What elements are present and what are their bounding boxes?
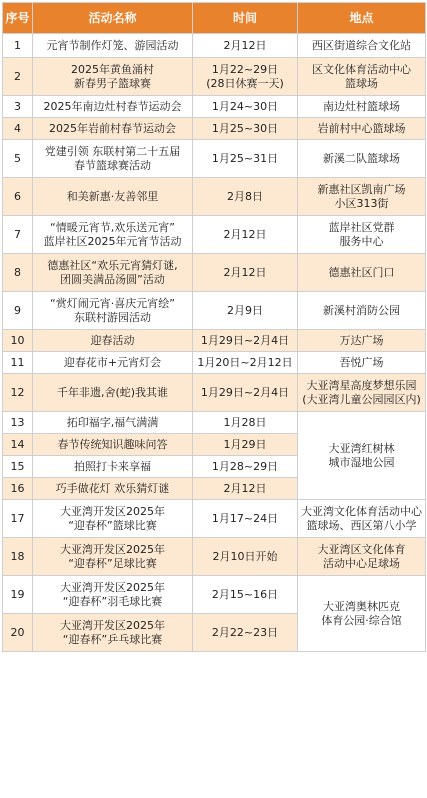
header-venue: 地点 (298, 3, 426, 34)
row-number: 17 (3, 500, 33, 538)
row-number: 9 (3, 292, 33, 330)
event-venue-merged: 大亚湾奥林匹克 体育公园·综合馆 (298, 576, 426, 652)
event-time: 1月28日 (193, 412, 298, 434)
event-venue: 蓝岸社区党群 服务中心 (298, 216, 426, 254)
row-number: 14 (3, 434, 33, 456)
row-number: 10 (3, 330, 33, 352)
row-number: 1 (3, 34, 33, 58)
event-name: 迎春花市+元宵灯会 (33, 352, 193, 374)
row-number: 8 (3, 254, 33, 292)
event-time: 2月12日 (193, 216, 298, 254)
event-venue: 南边灶村篮球场 (298, 96, 426, 118)
event-name: 千年非遗,舍(蛇)我其谁 (33, 374, 193, 412)
event-venue: 大亚湾文化体育活动中心 篮球场、西区第八小学 (298, 500, 426, 538)
header-no: 序号 (3, 3, 33, 34)
event-time: 2月12日 (193, 34, 298, 58)
table-row (3, 412, 426, 434)
event-time: 2月22~23日 (193, 614, 298, 652)
event-venue: 大亚湾星高度梦想乐园 (大亚湾儿童公园园区内) (298, 374, 426, 412)
table-row (3, 118, 426, 140)
event-time: 1月20日~2月12日 (193, 352, 298, 374)
events-table (2, 2, 426, 652)
event-time: 2月15~16日 (193, 576, 298, 614)
event-name: 大亚湾开发区2025年 “迎春杯”羽毛球比赛 (33, 576, 193, 614)
event-time: 2月8日 (193, 178, 298, 216)
row-number: 19 (3, 576, 33, 614)
table-row (3, 140, 426, 178)
event-time: 1月17~24日 (193, 500, 298, 538)
table-row (3, 178, 426, 216)
event-time: 1月29日 (193, 434, 298, 456)
table-row (3, 538, 426, 576)
table-row (3, 216, 426, 254)
row-number: 4 (3, 118, 33, 140)
event-time: 1月25~31日 (193, 140, 298, 178)
event-name: 元宵节制作灯笼、游园活动 (33, 34, 193, 58)
event-time: 1月28~29日 (193, 456, 298, 478)
row-number: 12 (3, 374, 33, 412)
event-name: 巧手做花灯 欢乐猜灯谜 (33, 478, 193, 500)
event-time: 1月29日~2月4日 (193, 374, 298, 412)
table-row (3, 34, 426, 58)
row-number: 3 (3, 96, 33, 118)
header-name: 活动名称 (33, 3, 193, 34)
row-number: 16 (3, 478, 33, 500)
event-name: 德惠社区“欢乐元宵猜灯谜, 团圆美满品汤圆”活动 (33, 254, 193, 292)
table-row (3, 374, 426, 412)
row-number: 2 (3, 58, 33, 96)
row-number: 20 (3, 614, 33, 652)
event-name: “情暖元宵节,欢乐送元宵” 蓝岸社区2025年元宵节活动 (33, 216, 193, 254)
event-venue: 德惠社区门口 (298, 254, 426, 292)
event-venue: 新惠社区凯南广场 小区313街 (298, 178, 426, 216)
event-venue-merged: 大亚湾红树林 城市湿地公园 (298, 412, 426, 500)
event-time: 2月12日 (193, 254, 298, 292)
event-venue: 大亚湾区文化体育 活动中心足球场 (298, 538, 426, 576)
table-row (3, 254, 426, 292)
event-name: 大亚湾开发区2025年 “迎春杯”乒乓球比赛 (33, 614, 193, 652)
event-name: 拓印福字,福气满满 (33, 412, 193, 434)
table-row (3, 292, 426, 330)
event-name: 拍照打卡来享福 (33, 456, 193, 478)
table-header-row (3, 3, 426, 34)
table-row (3, 96, 426, 118)
event-venue: 吾悦广场 (298, 352, 426, 374)
event-name: 大亚湾开发区2025年 “迎春杯”足球比赛 (33, 538, 193, 576)
event-venue: 区文化体育活动中心 篮球场 (298, 58, 426, 96)
row-number: 7 (3, 216, 33, 254)
event-time: 2月9日 (193, 292, 298, 330)
table-row (3, 330, 426, 352)
table-row (3, 500, 426, 538)
event-time: 2月12日 (193, 478, 298, 500)
event-venue: 新溪村消防公园 (298, 292, 426, 330)
row-number: 11 (3, 352, 33, 374)
event-venue: 新溪二队篮球场 (298, 140, 426, 178)
event-name: 迎春活动 (33, 330, 193, 352)
table-row (3, 352, 426, 374)
row-number: 6 (3, 178, 33, 216)
event-name: “赏灯闹元宵·喜庆元宵绘” 东联村游园活动 (33, 292, 193, 330)
event-time: 1月25~30日 (193, 118, 298, 140)
table-row (3, 58, 426, 96)
event-time: 1月22~29日 (28日休赛一天) (193, 58, 298, 96)
event-name: 2025年黄鱼涌村 新春男子篮球赛 (33, 58, 193, 96)
event-time: 1月29日~2月4日 (193, 330, 298, 352)
row-number: 15 (3, 456, 33, 478)
event-name: 党建引领 东联村第二十五届 春节篮球赛活动 (33, 140, 193, 178)
event-name: 2025年岩前村春节运动会 (33, 118, 193, 140)
event-name: 和美新惠·友善邻里 (33, 178, 193, 216)
event-name: 春节传统知识趣味问答 (33, 434, 193, 456)
event-name: 大亚湾开发区2025年 “迎春杯”篮球比赛 (33, 500, 193, 538)
event-venue: 万达广场 (298, 330, 426, 352)
row-number: 18 (3, 538, 33, 576)
header-time: 时间 (193, 3, 298, 34)
event-venue: 岩前村中心篮球场 (298, 118, 426, 140)
table-body (3, 34, 426, 652)
event-time: 1月24~30日 (193, 96, 298, 118)
row-number: 5 (3, 140, 33, 178)
event-time: 2月10日开始 (193, 538, 298, 576)
table-row (3, 576, 426, 614)
event-venue: 西区街道综合文化站 (298, 34, 426, 58)
row-number: 13 (3, 412, 33, 434)
events-table-container (2, 2, 425, 652)
event-name: 2025年南边灶村春节运动会 (33, 96, 193, 118)
